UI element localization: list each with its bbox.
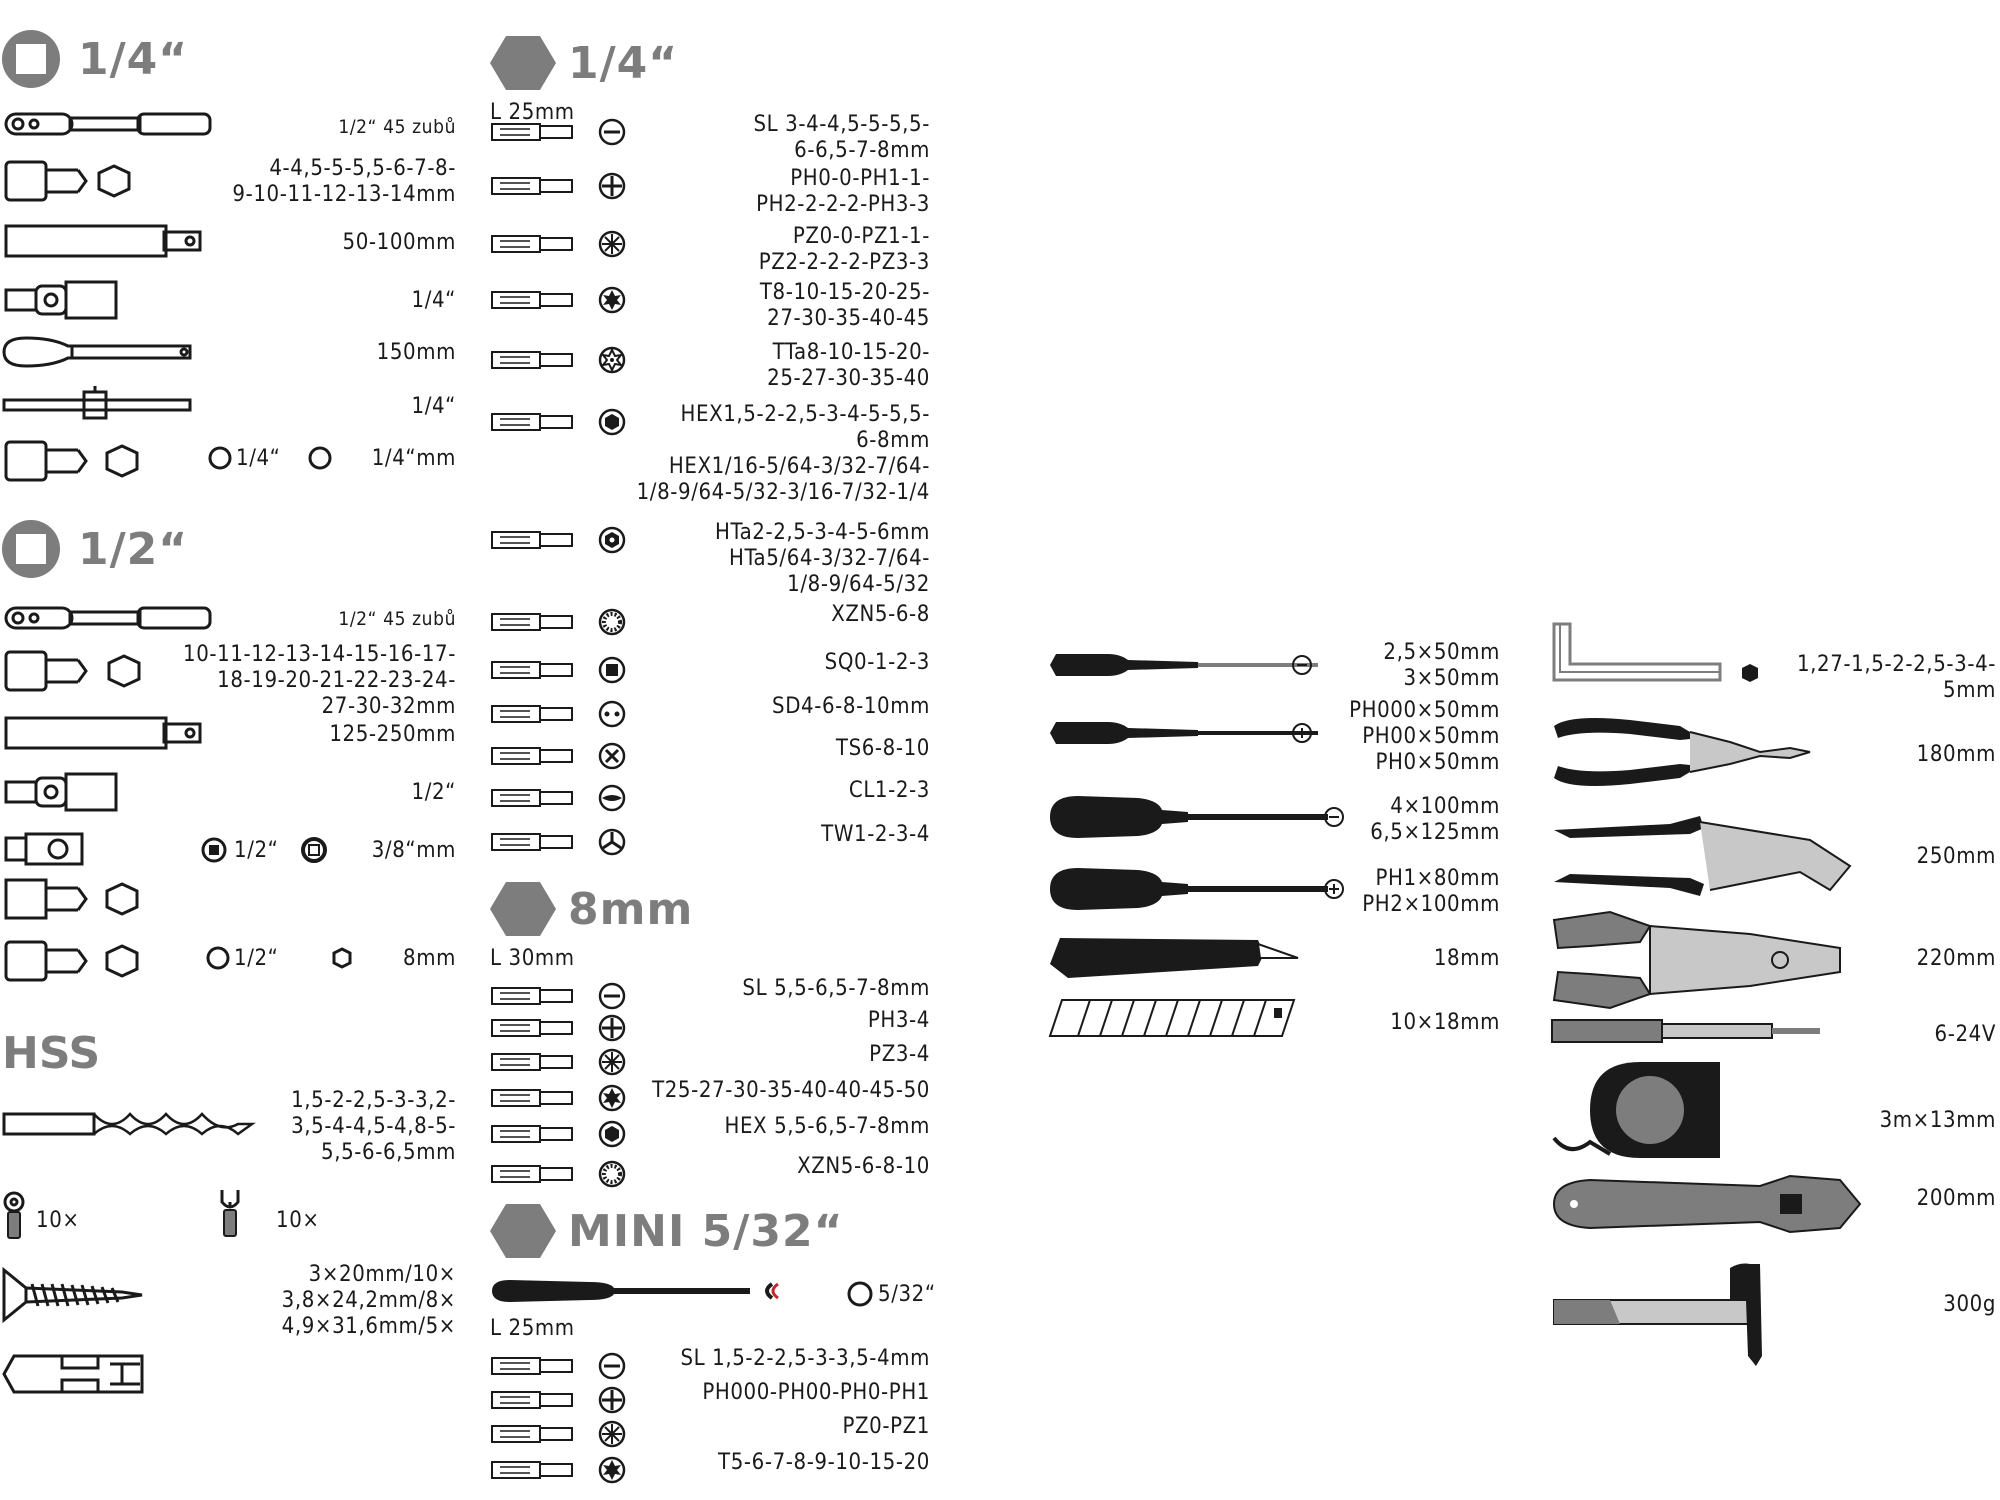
t-bar-icon [2, 384, 202, 424]
bits-eight-title: 8mm [568, 884, 694, 935]
hex-drive-icon [490, 34, 556, 92]
allen-key-icon [1550, 620, 1770, 690]
universal-joint-icon [4, 280, 124, 320]
half-socket-label: 8mm [403, 946, 456, 971]
bit-label: SL 5,5-6,5-7-8mm [742, 976, 930, 1001]
voltage-tester-icon [1550, 1016, 1850, 1046]
blades-icon [1048, 998, 1298, 1038]
bits-quarter-header [490, 34, 790, 98]
bit-icon [490, 982, 630, 1010]
half-ratchet-label: 1/2“ 45 zubů [338, 608, 456, 630]
bit-icon [490, 1456, 630, 1484]
screws-label: 3×20mm/10× 3,8×24,2mm/8× 4,9×31,6mm/5× [281, 1262, 456, 1339]
bit-label: CL1-2-3 [848, 778, 930, 803]
bit-label: T5-6-7-8-9-10-15-20 [718, 1450, 930, 1475]
bits-quarter-title: 1/4“ [568, 38, 679, 89]
ratchet-icon [4, 110, 214, 140]
quarter-joint-label: 1/4“ [411, 288, 456, 313]
quarter-inch-title: 1/4“ [78, 34, 189, 85]
right-column [1540, 0, 2000, 1500]
quarter-sockets-label: 4-4,5-5-5,5-6-7-8- 9-10-11-12-13-14mm [232, 156, 456, 207]
hex-socket-icon [846, 1280, 874, 1308]
mini-length: L 25mm [490, 1316, 575, 1341]
bit-icon [490, 118, 630, 146]
bit-label: XZN5-6-8-10 [797, 1154, 930, 1179]
bit-icon [490, 346, 630, 374]
bit-label: HEX1,5-2-2,5-3-4-5-5,5- 6-8mm HEX1/16-5/64-3/32-7/64- 1/8-9/64-5/32-3/16-7/32-1/4 [636, 402, 930, 505]
socket-icon [4, 938, 364, 984]
ring-terminal-count: 10× [36, 1208, 80, 1233]
precision-slot-screwdriver-icon [1048, 650, 1338, 680]
extension-bar-icon [4, 716, 204, 752]
bit-icon [490, 608, 630, 636]
half-socket-sub: 1/2“ [234, 946, 279, 971]
hss-title: HSS [2, 1028, 101, 1079]
half-inch-header [0, 518, 300, 582]
drill-label: 1,5-2-2,5-3-3,2- 3,5-4-4,5-4,8-5- 5,5-6-6,5mm [291, 1088, 456, 1165]
wire-stripper-icon [1550, 908, 1850, 1012]
bit-label: PH3-4 [867, 1008, 930, 1033]
quarter-tbar-label: 1/4“ [411, 394, 456, 419]
bit-icon [490, 1352, 630, 1380]
screwdriver-3-label: 4×100mm 6,5×125mm [1370, 794, 1500, 845]
left-column [0, 0, 460, 1500]
bit-label: T25-27-30-35-40-40-45-50 [652, 1078, 930, 1103]
allen-label: 1,27-1,5-2-2,5-3-4- 5mm [1796, 652, 1996, 703]
quarter-extension-label: 50-100mm [342, 230, 456, 255]
tape-measure-icon [1550, 1058, 1750, 1168]
tester-label: 6-24V [1934, 1022, 1996, 1047]
socket-icon [4, 648, 144, 694]
bit-icon [490, 1386, 630, 1414]
wire-stripper-label: 220mm [1916, 946, 1996, 971]
bit-label: HEX 5,5-6,5-7-8mm [724, 1114, 930, 1139]
adjustable-wrench-icon [1550, 1168, 1870, 1238]
bit-icon [490, 656, 630, 684]
quarter-ratchet-label: 1/2“ 45 zubů [338, 116, 456, 138]
quarter-spinner-label: 150mm [376, 340, 456, 365]
bit-icon [490, 1014, 630, 1042]
bit-label: HTa2-2,5-3-4-5-6mm HTa5/64-3/32-7/64- 1/8-9/64-5/32 [715, 520, 930, 597]
mini-holder-icon [490, 1276, 790, 1306]
adapter-icon [4, 830, 334, 870]
bit-icon [490, 230, 630, 258]
screw-icon [2, 1268, 152, 1322]
bit-label: PZ0-0-PZ1-1- PZ2-2-2-2-PZ3-3 [758, 224, 930, 275]
hammer-icon [1550, 1260, 1850, 1368]
bit-label: T8-10-15-20-25- 27-30-35-40-45 [759, 280, 930, 331]
middle-column [480, 0, 950, 1500]
bit-icon [490, 172, 630, 200]
bit-icon [490, 1120, 630, 1148]
bits-eight-header [490, 880, 790, 944]
tape-label: 3m×13mm [1879, 1108, 1996, 1133]
bits-eight-length: L 30mm [490, 946, 575, 971]
quarter-inch-header [0, 28, 300, 92]
bit-icon [490, 1420, 630, 1448]
water-pump-label: 250mm [1916, 844, 1996, 869]
bit-holder-icon [4, 876, 154, 922]
bit-icon [490, 784, 630, 812]
fork-terminal-count: 10× [276, 1208, 320, 1233]
wrench-label: 200mm [1916, 1186, 1996, 1211]
drill-bit-icon [2, 1104, 252, 1144]
square-drive-icon [0, 518, 64, 582]
fork-terminal-icon [218, 1188, 252, 1242]
knife-label: 18mm [1433, 946, 1500, 971]
bit-icon [490, 1048, 630, 1076]
bit-icon [490, 700, 630, 728]
mini-header [490, 1202, 930, 1266]
bit-label: SL 1,5-2-2,5-3-3,5-4mm [680, 1346, 930, 1371]
bit-icon [490, 1160, 630, 1188]
half-joint-label: 1/2“ [411, 780, 456, 805]
water-pump-pliers-icon [1550, 806, 1880, 906]
half-inch-title: 1/2“ [78, 524, 189, 575]
mini-title: MINI 5/32“ [568, 1206, 844, 1257]
bit-label: TW1-2-3-4 [821, 822, 930, 847]
combination-pliers-icon [1550, 712, 1850, 792]
screwdriver-1-label: 2,5×50mm 3×50mm [1383, 640, 1500, 691]
half-adapter-sub: 1/2“ [234, 838, 279, 863]
bits-quarter-length: L 25mm [490, 100, 575, 125]
half-extension-label: 125-250mm [329, 722, 456, 747]
screwdriver-2-label: PH000×50mm PH00×50mm PH0×50mm [1349, 698, 1500, 775]
socket-icon [4, 158, 144, 204]
mini-holder-label: 5/32“ [878, 1282, 936, 1307]
screwdriver-4-label: PH1×80mm PH2×100mm [1362, 866, 1500, 917]
screwdriver-column [1040, 0, 1510, 1500]
pliers-label: 180mm [1916, 742, 1996, 767]
quarter-adapter-sub: 1/4“ [236, 446, 281, 471]
ratchet-icon [4, 604, 214, 634]
hex-drive-icon [490, 880, 556, 938]
universal-joint-icon [4, 772, 124, 812]
square-drive-icon [0, 28, 64, 92]
wall-plug-icon [2, 1352, 152, 1396]
bit-label: PZ0-PZ1 [842, 1414, 930, 1439]
bit-icon [490, 828, 630, 856]
half-adapter-label: 3/8“mm [371, 838, 456, 863]
bit-label: SQ0-1-2-3 [824, 650, 930, 675]
bit-icon [490, 1084, 630, 1112]
half-sockets-label: 10-11-12-13-14-15-16-17- 18-19-20-21-22-23-24- 27-30-32mm [183, 642, 456, 719]
bit-label: TTa8-10-15-20- 25-27-30-35-40 [767, 340, 930, 391]
hex-drive-icon [490, 1202, 556, 1260]
bit-label: TS6-8-10 [835, 736, 930, 761]
bit-label: PZ3-4 [869, 1042, 930, 1067]
bit-label: PH000-PH00-PH0-PH1 [702, 1380, 930, 1405]
bit-label: XZN5-6-8 [831, 602, 930, 627]
bit-icon [490, 742, 630, 770]
bit-icon [490, 526, 630, 554]
bit-icon [490, 408, 630, 436]
bit-label: SL 3-4-4,5-5-5,5- 6-6,5-7-8mm [753, 112, 930, 163]
bit-label: PH0-0-PH1-1- PH2-2-2-2-PH3-3 [756, 166, 930, 217]
ring-terminal-icon [2, 1190, 36, 1242]
bit-label: SD4-6-8-10mm [772, 694, 930, 719]
spinner-handle-icon [2, 334, 202, 370]
quarter-adapter-label: 1/4“mm [371, 446, 456, 471]
bit-socket-icon [4, 438, 344, 484]
hammer-label: 300g [1943, 1292, 1996, 1317]
bit-icon [490, 286, 630, 314]
extension-bar-icon [4, 224, 204, 260]
blades-label: 10×18mm [1390, 1010, 1500, 1035]
